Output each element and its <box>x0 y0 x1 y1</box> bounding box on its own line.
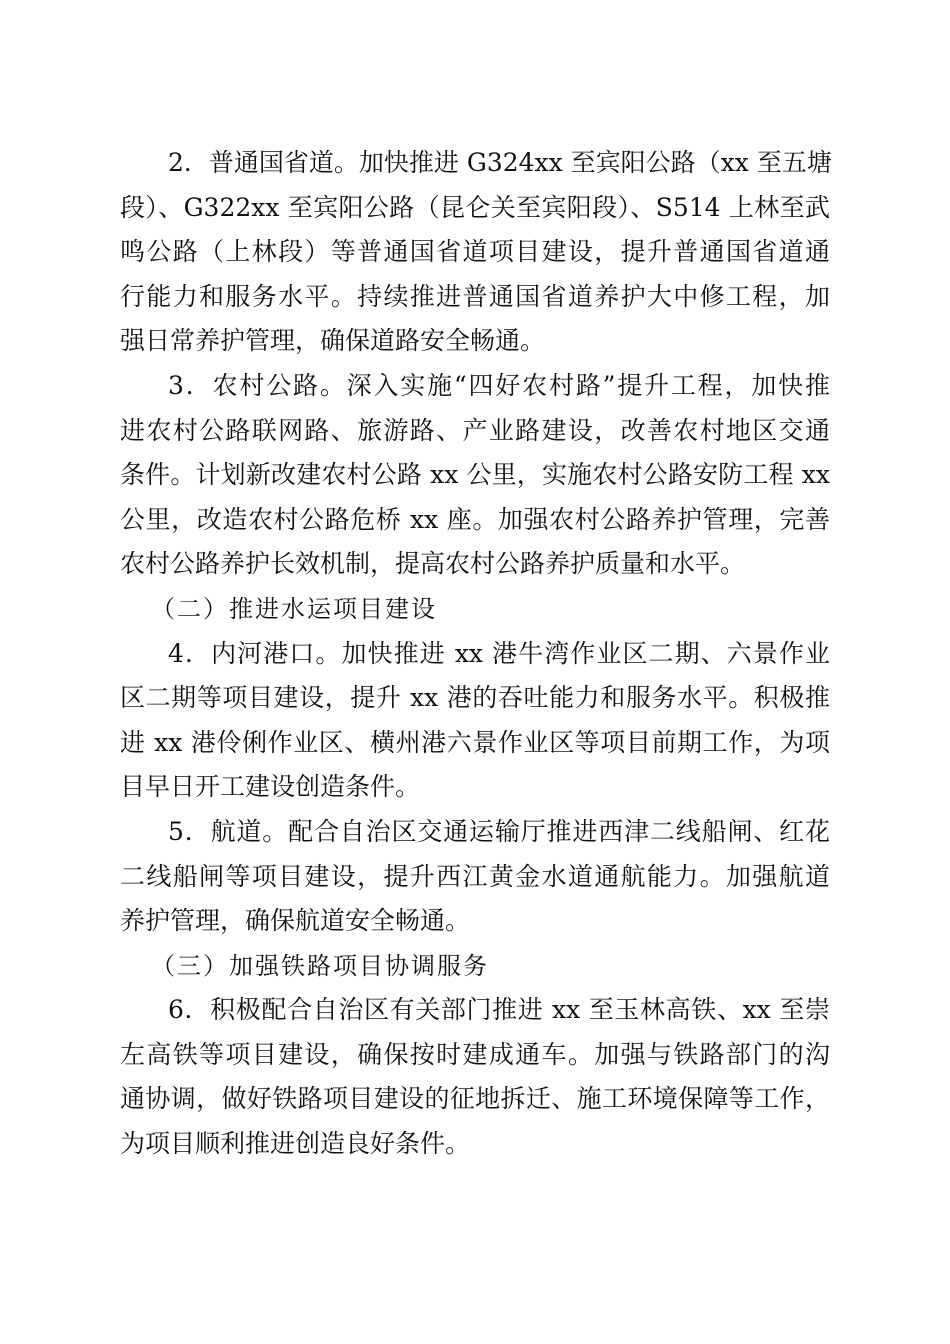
text-line: 左高铁等项目建设，确保按时建成通车。加强与铁路部门的沟 <box>120 1039 830 1069</box>
paragraph-rural-roads <box>120 364 830 587</box>
text-line: 4．内河港口。加快推进 xx 港牛湾作业区二期、六景作业 <box>168 638 830 668</box>
heading-water-transport: （二）推进水运项目建设 <box>151 594 437 623</box>
text-line: 3．农村公路。深入实施“四好农村路”提升工程，加快推 <box>168 370 830 400</box>
text-line: 进农村公路联网路、旅游路、产业路建设，改善农村地区交通 <box>120 415 830 445</box>
paragraph-inland-ports <box>120 632 830 810</box>
text-line: 农村公路养护长效机制，提高农村公路养护质量和水平。 <box>120 549 746 579</box>
heading-railway-coordination: （三）加强铁路项目协调服务 <box>151 951 489 980</box>
text-line: 进 xx 港伶俐作业区、横州港六景作业区等项目前期工作，为项 <box>120 727 830 757</box>
paragraph-provincial-roads <box>120 141 830 364</box>
text-line: 鸣公路（上林段）等普通国省道项目建设，提升普通国省道通 <box>120 237 830 267</box>
text-line: 目早日开工建设创造条件。 <box>120 772 421 802</box>
text-line: 段）、G322xx 至宾阳公路（昆仑关至宾阳段）、S514 上林至武 <box>120 192 830 222</box>
text-line: 公里，改造农村公路危桥 xx 座。加强农村公路养护管理，完善 <box>120 504 830 534</box>
text-line: 强日常养护管理，确保道路安全畅通。 <box>120 326 546 356</box>
text-line: 行能力和服务水平。持续推进普通国省道养护大中修工程，加 <box>120 281 830 311</box>
paragraph-railways <box>120 988 830 1166</box>
text-line: 通协调，做好铁路项目建设的征地拆迁、施工环境保障等工作， <box>120 1084 830 1114</box>
text-line: 条件。计划新改建农村公路 xx 公里，实施农村公路安防工程 xx <box>120 460 830 490</box>
paragraph-waterways <box>120 810 830 944</box>
text-line: 养护管理，确保航道安全畅通。 <box>120 906 471 936</box>
text-line: 5．航道。配合自治区交通运输厅推进西津二线船闸、红花 <box>168 816 830 846</box>
text-line: 为项目顺利推进创造良好条件。 <box>120 1129 471 1159</box>
text-line: 6．积极配合自治区有关部门推进 xx 至玉林高铁、xx 至崇 <box>168 995 830 1025</box>
text-line: 区二期等项目建设，提升 xx 港的吞吐能力和服务水平。积极推 <box>120 683 830 713</box>
document-page <box>120 141 830 1167</box>
text-line: 二线船闸等项目建设，提升西江黄金水道通航能力。加强航道 <box>120 861 830 891</box>
text-line: 2．普通国省道。加快推进 G324xx 至宾阳公路（xx 至五塘 <box>168 148 832 177</box>
